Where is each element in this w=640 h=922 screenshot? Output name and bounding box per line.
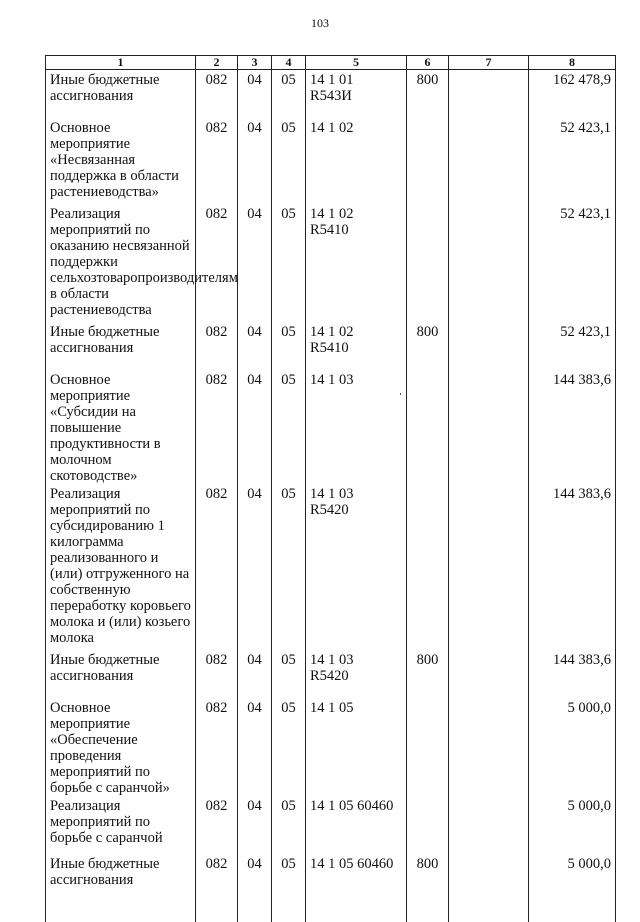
cell-amount: 52 423,1: [529, 204, 616, 322]
cell-name: Основное мероприятие «Субсидии на повышение продуктивности в молочном скотоводстве»: [46, 370, 196, 484]
header-col-4: 4: [272, 56, 306, 70]
cell-expense-type: 800: [407, 650, 449, 698]
cell-name: Реализация мероприятий по субсидированию 1 килограмма реализованного и (или) отгруженного на собственную переработку коровьего молока и (или) козьего молока: [46, 484, 196, 650]
cell-ministry: 082: [196, 484, 238, 650]
cell-target-article: 14 1 03: [306, 370, 407, 484]
cell-ministry: 082: [196, 370, 238, 484]
table-row: [46, 70, 616, 119]
cell-expense-type: 800: [407, 322, 449, 370]
cell-target-article: 14 1 02 R5410: [306, 204, 407, 322]
cell-col7: [449, 70, 529, 119]
cell-target-article: 14 1 05: [306, 698, 407, 796]
cell-target-article: 14 1 05 60460: [306, 796, 407, 854]
cell-ministry: 082: [196, 204, 238, 322]
cell-ministry: 082: [196, 698, 238, 796]
header-col-7: 7: [449, 56, 529, 70]
cell-expense-type: 800: [407, 70, 449, 119]
budget-table: [45, 55, 616, 922]
cell-ministry: 082: [196, 118, 238, 204]
cell-target-article: 14 1 05 60460: [306, 854, 407, 922]
cell-expense-type: [407, 796, 449, 854]
cell-amount: 162 478,9: [529, 70, 616, 119]
cell-name: Иные бюджетные ассигнования: [46, 650, 196, 698]
header-col-2: 2: [196, 56, 238, 70]
cell-name: Реализация мероприятий по борьбе с саранчой: [46, 796, 196, 854]
cell-name: Иные бюджетные ассигнования: [46, 322, 196, 370]
cell-expense-type: [407, 204, 449, 322]
cell-amount: 5 000,0: [529, 796, 616, 854]
cell-subsection: 05: [272, 484, 306, 650]
cell-subsection: 05: [272, 650, 306, 698]
cell-col7: [449, 322, 529, 370]
cell-amount: 52 423,1: [529, 322, 616, 370]
cell-name: Реализация мероприятий по оказанию несвязанной поддержки сельхозтоваропроизводителям в области растениеводства: [46, 204, 196, 322]
cell-col7: [449, 854, 529, 922]
cell-expense-type: [407, 484, 449, 650]
cell-expense-type: [407, 698, 449, 796]
table-row: [46, 484, 616, 650]
cell-subsection: 05: [272, 70, 306, 119]
cell-name: Иные бюджетные ассигнования: [46, 854, 196, 922]
table-row: [46, 698, 616, 796]
cell-section: 04: [238, 484, 272, 650]
cell-ministry: 082: [196, 322, 238, 370]
cell-target-article: 14 1 02 R5410: [306, 322, 407, 370]
header-col-1: 1: [46, 56, 196, 70]
table-row: [46, 118, 616, 204]
cell-col7: [449, 370, 529, 484]
cell-section: 04: [238, 370, 272, 484]
cell-ministry: 082: [196, 796, 238, 854]
page-number: 103: [311, 16, 329, 30]
cell-subsection: 05: [272, 796, 306, 854]
cell-ministry: 082: [196, 650, 238, 698]
cell-amount: 144 383,6: [529, 370, 616, 484]
cell-section: 04: [238, 118, 272, 204]
cell-subsection: 05: [272, 204, 306, 322]
header-col-8: 8: [529, 56, 616, 70]
cell-ministry: 082: [196, 854, 238, 922]
table-row: [46, 650, 616, 698]
header-row: [46, 56, 616, 70]
cell-section: 04: [238, 796, 272, 854]
cell-amount: 5 000,0: [529, 854, 616, 922]
cell-amount: 144 383,6: [529, 650, 616, 698]
cell-col7: [449, 796, 529, 854]
cell-target-article: 14 1 03 R5420: [306, 650, 407, 698]
cell-subsection: 05: [272, 118, 306, 204]
cell-col7: [449, 698, 529, 796]
cell-name: Основное мероприятие «Обеспечение проведения мероприятий по борьбе с саранчой»: [46, 698, 196, 796]
cell-subsection: 05: [272, 854, 306, 922]
cell-section: 04: [238, 322, 272, 370]
cell-col7: [449, 204, 529, 322]
table-row: [46, 854, 616, 922]
header-col-3: 3: [238, 56, 272, 70]
table-row: [46, 370, 616, 484]
cell-expense-type: [407, 118, 449, 204]
cell-col7: [449, 118, 529, 204]
cell-section: 04: [238, 204, 272, 322]
cell-target-article: 14 1 03 R5420: [306, 484, 407, 650]
cell-target-article: 14 1 01 R543И: [306, 70, 407, 119]
cell-col7: [449, 484, 529, 650]
cell-amount: 5 000,0: [529, 698, 616, 796]
cell-subsection: 05: [272, 370, 306, 484]
cell-subsection: 05: [272, 698, 306, 796]
table-row: [46, 204, 616, 322]
header-col-6: 6: [407, 56, 449, 70]
scan-speck: [400, 393, 401, 395]
cell-section: 04: [238, 698, 272, 796]
table-row: [46, 796, 616, 854]
cell-subsection: 05: [272, 322, 306, 370]
cell-section: 04: [238, 854, 272, 922]
cell-ministry: 082: [196, 70, 238, 119]
cell-target-article: 14 1 02: [306, 118, 407, 204]
cell-name: Иные бюджетные ассигнования: [46, 70, 196, 119]
table-row: [46, 322, 616, 370]
cell-expense-type: [407, 370, 449, 484]
header-col-5: 5: [306, 56, 407, 70]
cell-col7: [449, 650, 529, 698]
cell-name: Основное мероприятие «Несвязанная поддержка в области растениеводства»: [46, 118, 196, 204]
cell-section: 04: [238, 650, 272, 698]
cell-amount: 144 383,6: [529, 484, 616, 650]
cell-section: 04: [238, 70, 272, 119]
cell-amount: 52 423,1: [529, 118, 616, 204]
cell-expense-type: 800: [407, 854, 449, 922]
